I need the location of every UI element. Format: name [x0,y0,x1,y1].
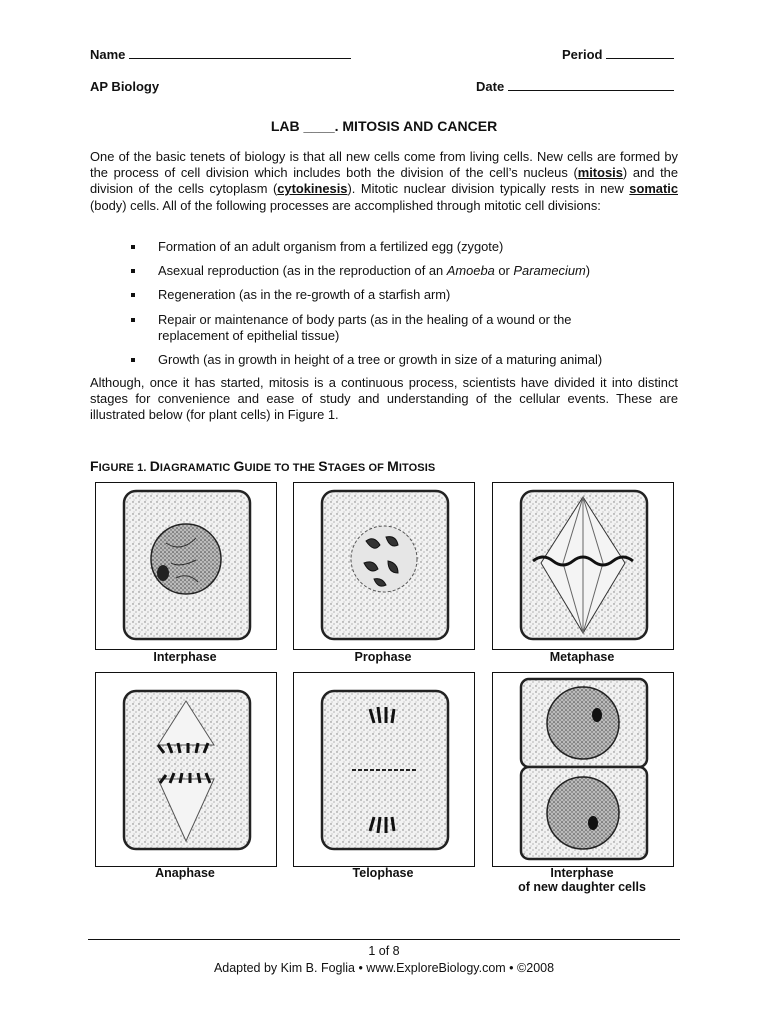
daughter-cells-panel [492,672,674,867]
name-field [90,47,351,62]
anaphase-panel [95,672,277,867]
term-amoeba: Amoeba [446,263,495,279]
telophase-panel [293,672,475,867]
period-field [562,47,674,62]
intro-text-2: ) and the division of the cells cytoplasm ( [90,165,678,197]
bullet-text: Repair or maintenance of body parts (as in the healing of a wound or the replacement of epithelial tissue) [158,311,572,343]
term-mitosis: mitosis [577,165,623,181]
caption-daughter-line-2: of new daughter cells [518,880,646,894]
caption-metaphase: Metaphase [549,650,615,664]
telophase-cell-drawing [294,673,474,866]
fig-title-sc: UIDE TO THE [244,462,319,474]
prophase-cell-drawing [294,483,474,649]
name-blank [129,47,351,59]
anaphase-cell-drawing [96,673,276,866]
bullet-text: ) [585,263,591,279]
name-label: Name [90,47,126,62]
fig-title-cap: S [318,458,328,474]
interphase-panel [95,482,277,650]
list-item [131,312,618,344]
period-label: Period [562,47,603,62]
period-blank [606,47,674,59]
list-item [131,239,671,255]
bullet-text: Formation of an adult organism from a fertilized egg (zygote) [158,239,504,254]
list-item [131,287,671,303]
footer-divider [88,939,680,940]
fig-title-cap: F [90,458,99,474]
bullet-text: Asexual reproduction (as in the reproduction of an [158,263,447,279]
date-label: Date [476,79,505,94]
daughter-cells-drawing [493,673,673,866]
list-item [131,263,671,279]
fig-title-cap: D [149,458,160,474]
caption-anaphase: Anaphase [155,866,215,880]
intro-text-4: (body) cells. All of the following processes are accomplished through mitotic cell divisions: [90,197,601,213]
term-cytokinesis: cytokinesis [277,181,348,197]
intro-text-1: One of the basic tenets of biology is that all new cells come from living cells. New cells are formed by the process of cell division which includes both the division of the cell’s nucleus ( [90,149,678,181]
page-number: 1 of 8 [368,944,400,958]
caption-prophase: Prophase [354,650,412,664]
caption-daughter-cells [492,866,672,894]
caption-daughter-line-1: Interphase [550,866,614,880]
fig-title-sc: ITOSIS [398,462,436,474]
metaphase-panel [492,482,674,650]
term-somatic: somatic [629,181,678,197]
bullet-text: Regeneration (as in the re-growth of a starfish arm) [158,287,451,303]
fig-title-cap: M [387,458,399,474]
fig-title-sc: IAGRAMATIC [159,462,234,474]
list-item [131,352,671,368]
date-blank [508,79,674,91]
fig-title-cap: G [233,458,245,474]
closing-paragraph: Although, once it has started, mitosis is a continuous process, scientists have divided it into distinct stages for convenience and ease of study and understanding of the cellular events. These are illustrated below (for plant cells) in Figure 1. [90,375,678,423]
footer-credit: Adapted by Kim B. Foglia • www.ExploreBiology.com • ©2008 [213,961,555,975]
bullet-text: Growth (as in growth in height of a tree or growth in size of a maturing animal) [158,352,603,368]
fig-title-sc: TAGES OF [327,462,388,474]
term-paramecium: Paramecium [513,263,586,279]
prophase-panel [293,482,475,650]
lab-title: LAB ____. MITOSIS AND CANCER [270,118,498,134]
intro-paragraph [90,149,678,214]
intro-text-3: ). Mitotic nuclear division typically rests in new [347,181,630,197]
date-field [476,79,674,94]
interphase-cell-drawing [96,483,276,649]
course-name: AP Biology [90,79,160,94]
fig-title-sc: IGURE 1. [98,462,150,474]
caption-telophase: Telophase [352,866,414,880]
caption-interphase: Interphase [153,650,217,664]
metaphase-cell-drawing [493,483,673,649]
bullet-text: or [494,263,514,279]
figure-title [90,458,435,474]
process-list [131,239,671,376]
